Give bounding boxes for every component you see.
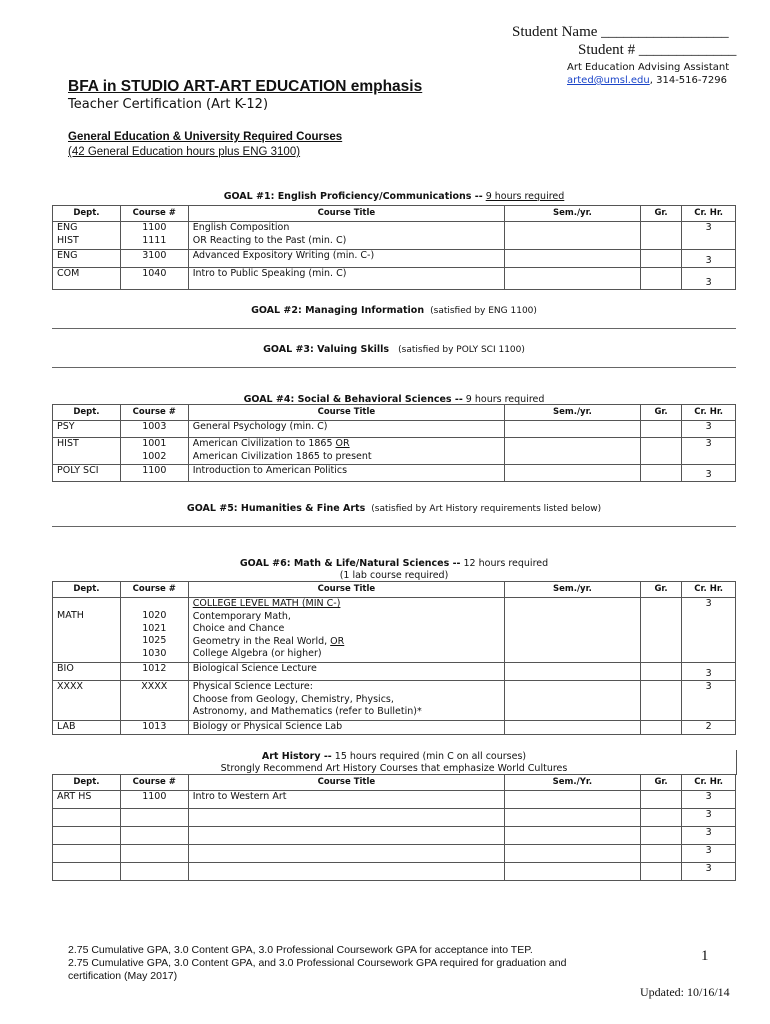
goal1-table [52,205,736,290]
grade-cell[interactable] [640,250,682,268]
goal4-table [52,404,736,482]
col-cr: Cr. Hr. [682,206,736,222]
title-cell: Biology or Physical Science Lab [188,721,504,735]
table-row [53,421,736,438]
col-title: Course Title [188,582,504,598]
grade-cell[interactable] [640,845,682,863]
student-name-field[interactable]: Student Name _________________ [512,24,729,40]
divider [52,367,736,368]
divider [52,526,736,527]
dept-cell: LAB [53,721,121,735]
table-header-row [53,206,736,222]
sem-cell[interactable] [505,809,641,827]
col-dept: Dept. [53,405,121,421]
sem-cell[interactable] [505,250,641,268]
col-dept: Dept. [53,206,121,222]
table-row [53,663,736,681]
table-row [53,845,736,863]
sem-cell[interactable] [505,438,641,465]
dept-cell: ART HS [53,791,121,809]
dept-cell: PSY [53,421,121,438]
course-cell: 1013 [120,721,188,735]
goal6-subheading: (1 lab course required) [339,570,449,581]
col-title: Course Title [188,405,504,421]
course-cell: 1040 [120,268,188,290]
goal1-heading: GOAL #1: English Proficiency/Communications -- 9 hours required [223,191,565,202]
col-course: Course # [120,206,188,222]
table-row [53,438,736,465]
col-dept: Dept. [53,775,121,791]
footer-line-2: 2.75 Cumulative GPA, 3.0 Content GPA, and 3.0 Professional Coursework GPA required for graduation and [68,957,567,969]
course-cell[interactable] [120,827,188,845]
advising-contact [567,75,727,86]
course-cell: 1100 [120,791,188,809]
credit-cell: 3 [682,827,736,845]
sem-cell[interactable] [505,421,641,438]
sem-cell[interactable] [505,663,641,681]
grade-cell[interactable] [640,222,682,250]
grade-cell[interactable] [640,598,682,663]
goal5-heading: GOAL #5: Humanities & Fine Arts (satisfied by Art History requirements listed below) [186,503,602,514]
title-cell: COLLEGE LEVEL MATH (MIN C-) Contemporary Math, Choice and Chance Geometry in the Real World, OR College Algebra (or higher) [188,598,504,663]
sem-cell[interactable] [505,845,641,863]
grade-cell[interactable] [640,663,682,681]
gen-ed-heading: General Education & University Required Courses [68,131,343,143]
dept-cell: HIST [53,438,121,465]
goal2-heading: GOAL #2: Managing Information (satisfied by ENG 1100) [251,305,537,316]
title-cell: Intro to Western Art [188,791,504,809]
course-cell: 1003 [120,421,188,438]
course-cell: 1012 [120,663,188,681]
col-cr: Cr. Hr. [682,775,736,791]
table-header-row [53,405,736,421]
grade-cell[interactable] [640,465,682,482]
footer-line-3: certification (May 2017) [68,970,178,982]
grade-cell[interactable] [640,827,682,845]
credit-cell: 3 [682,465,736,482]
dept-cell: MATH [53,598,121,663]
page-subtitle: Teacher Certification (Art K-12) [68,97,269,112]
title-cell: English Composition OR Reacting to the Past (min. C) [188,222,504,250]
gen-ed-subheading: (42 General Education hours plus ENG 3100) [68,146,301,158]
goal6-heading: GOAL #6: Math & Life/Natural Sciences -- 12 hours required [239,558,549,569]
course-cell[interactable] [120,863,188,881]
title-cell: Introduction to American Politics [188,465,504,482]
course-cell: 1001 1002 [120,438,188,465]
course-cell[interactable] [120,809,188,827]
course-cell: 1100 [120,465,188,482]
dept-cell: POLY SCI [53,465,121,482]
sem-cell[interactable] [505,721,641,735]
dept-cell: ENG HIST [53,222,121,250]
page-title: BFA in STUDIO ART-ART EDUCATION emphasis [68,78,423,95]
goal3-heading: GOAL #3: Valuing Skills (satisfied by POLY SCI 1100) [263,344,525,355]
col-course: Course # [120,405,188,421]
art-history-table [52,774,736,881]
sem-cell[interactable] [505,863,641,881]
sem-cell[interactable] [505,465,641,482]
col-course: Course # [120,775,188,791]
advising-title: Art Education Advising Assistant [567,62,730,73]
col-gr: Gr. [640,206,682,222]
sem-cell[interactable] [505,598,641,663]
grade-cell[interactable] [640,681,682,721]
credit-cell: 2 [682,721,736,735]
title-cell: Physical Science Lecture: Choose from Geology, Chemistry, Physics, Astronomy, and Mathematics (refer to Bulletin)* [188,681,504,721]
col-dept: Dept. [53,582,121,598]
title-cell: Biological Science Lecture [188,663,504,681]
table-row [53,827,736,845]
col-title: Course Title [188,775,504,791]
col-gr: Gr. [640,775,682,791]
course-cell: 3100 [120,250,188,268]
footer-notes [68,944,566,983]
col-sem: Sem./yr. [505,206,641,222]
col-course: Course # [120,582,188,598]
dept-cell: XXXX [53,681,121,721]
sem-cell[interactable] [505,681,641,721]
credit-cell: 3 [682,222,736,250]
col-gr: Gr. [640,582,682,598]
grade-cell[interactable] [640,421,682,438]
col-cr: Cr. Hr. [682,582,736,598]
table-row [53,250,736,268]
credit-cell: 3 [682,250,736,268]
advising-email-link[interactable]: arted@umsl.edu [567,75,650,86]
credit-cell: 3 [682,663,736,681]
title-cell: Advanced Expository Writing (min. C-) [188,250,504,268]
title-cell[interactable] [188,845,504,863]
grade-cell[interactable] [640,809,682,827]
divider [736,750,737,775]
credit-cell: 3 [682,268,736,290]
title-cell[interactable] [188,827,504,845]
col-sem: Sem./yr. [505,405,641,421]
dept-cell: COM [53,268,121,290]
dept-cell: BIO [53,663,121,681]
table-row [53,598,736,663]
table-row [53,721,736,735]
col-sem: Sem./yr. [505,582,641,598]
course-cell: 1100 1111 [120,222,188,250]
table-header-row [53,582,736,598]
advising-phone: , 314-516-7296 [649,75,727,86]
table-row [53,465,736,482]
dept-cell[interactable] [53,863,121,881]
grade-cell[interactable] [640,721,682,735]
table-row [53,863,736,881]
col-gr: Gr. [640,405,682,421]
student-number-field[interactable]: Student # _____________ [578,42,737,58]
sem-cell[interactable] [505,222,641,250]
dept-cell[interactable] [53,827,121,845]
col-cr: Cr. Hr. [682,405,736,421]
table-row [53,268,736,290]
table-row [53,809,736,827]
col-title: Course Title [188,206,504,222]
title-cell[interactable] [188,809,504,827]
credit-cell: 3 [682,421,736,438]
table-row [53,681,736,721]
table-row [53,791,736,809]
art-history-heading: Art History -- 15 hours required (min C on all courses) [261,751,527,762]
credit-cell: 3 [682,791,736,809]
course-cell: 1020 1021 1025 1030 [120,598,188,663]
goal4-heading: GOAL #4: Social & Behavioral Sciences -- 9 hours required [243,394,545,405]
dept-cell[interactable] [53,845,121,863]
title-cell: Intro to Public Speaking (min. C) [188,268,504,290]
footer-line-1: 2.75 Cumulative GPA, 3.0 Content GPA, 3.0 Professional Coursework GPA for acceptance into TEP. [68,944,533,956]
col-sem: Sem./Yr. [505,775,641,791]
table-row [53,222,736,250]
grade-cell[interactable] [640,438,682,465]
page-number: 1 [701,948,709,964]
course-cell: XXXX [120,681,188,721]
course-cell[interactable] [120,845,188,863]
divider [52,328,736,329]
credit-cell: 3 [682,681,736,721]
sem-cell[interactable] [505,791,641,809]
grade-cell[interactable] [640,268,682,290]
updated-date: Updated: 10/16/14 [640,985,730,999]
art-history-subheading: Strongly Recommend Art History Courses that emphasize World Cultures [220,763,568,774]
credit-cell: 3 [682,863,736,881]
credit-cell: 3 [682,438,736,465]
dept-cell[interactable] [53,809,121,827]
sem-cell[interactable] [505,268,641,290]
title-cell: General Psychology (min. C) [188,421,504,438]
credit-cell: 3 [682,809,736,827]
sem-cell[interactable] [505,827,641,845]
title-cell[interactable] [188,863,504,881]
grade-cell[interactable] [640,863,682,881]
title-cell: American Civilization to 1865 OR American Civilization 1865 to present [188,438,504,465]
table-header-row [53,775,736,791]
grade-cell[interactable] [640,791,682,809]
dept-cell: ENG [53,250,121,268]
credit-cell: 3 [682,598,736,663]
goal6-table [52,581,736,735]
credit-cell: 3 [682,845,736,863]
